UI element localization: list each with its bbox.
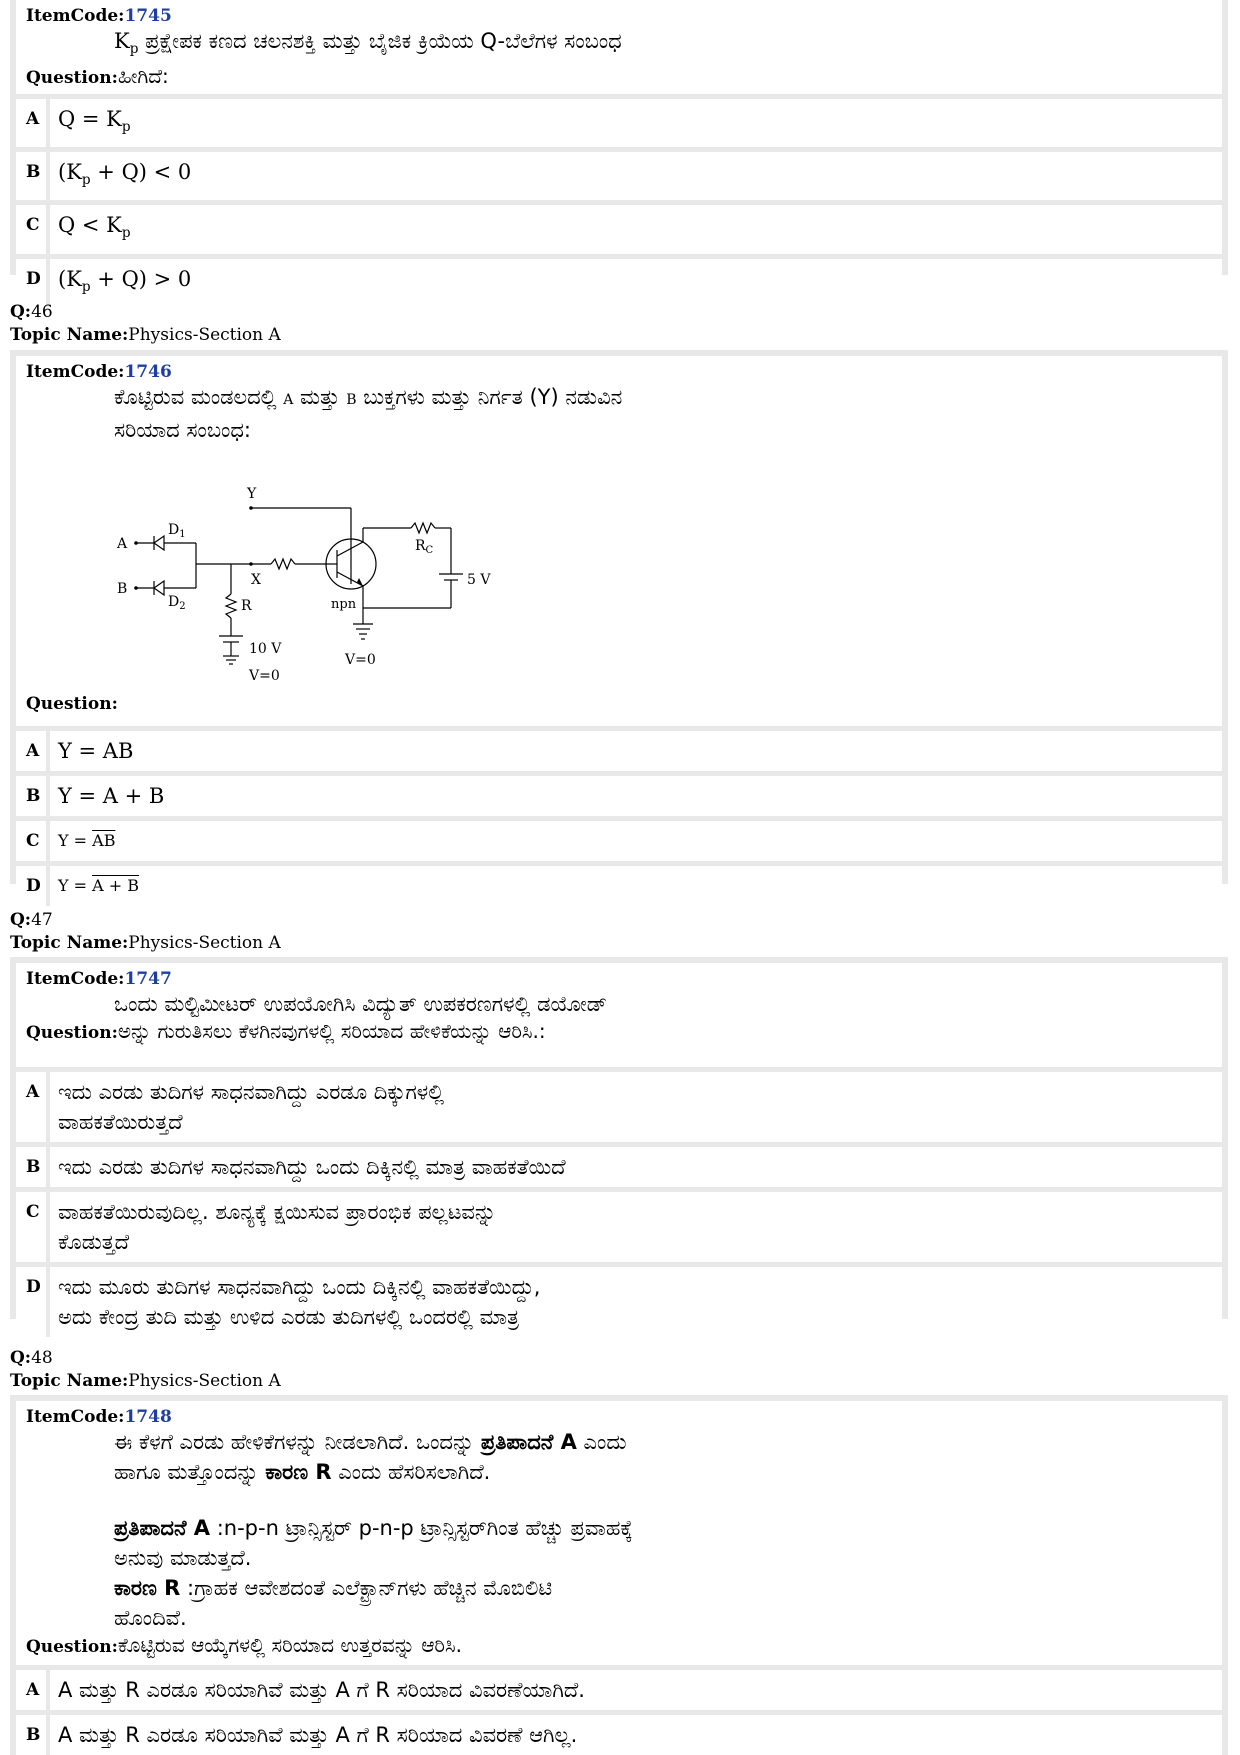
- circuit-diagram: [111, 484, 571, 714]
- question-text: ಕೊಟ್ಟಿರುವ ಆಯ್ಕೆಗಳಲ್ಲಿ ಸರಿಯಾದ ಉತ್ತರವನ್ನು ಆರಿಸಿ.: [117, 1633, 462, 1657]
- option-a[interactable]: [16, 1670, 1222, 1710]
- item-code: ItemCode:1746: [26, 362, 172, 382]
- question-block-46: [10, 350, 1228, 896]
- option-text: $Q = K_p$: [46, 99, 1222, 147]
- item-code: ItemCode:1747: [26, 969, 172, 989]
- question-stem: [16, 963, 1222, 1067]
- item-code-value: 1748: [124, 1407, 172, 1427]
- option-c[interactable]: [16, 1192, 1222, 1262]
- option-letter: D: [26, 1277, 41, 1297]
- question-block-47: [10, 957, 1228, 1329]
- option-text: ಇದು ಎರಡು ತುದಿಗಳ ಸಾಧನವಾಗಿದ್ದು ಎರಡೂ ದಿಕ್ಕುಗಳಲ್ಲಿ ವಾಹಕತೆಯಿರುತ್ತದೆ: [46, 1072, 1222, 1142]
- label-y: Y: [247, 486, 257, 502]
- topic-name: Topic Name:Physics-Section A: [10, 325, 281, 345]
- option-letter: A: [26, 1680, 40, 1700]
- question-number: Q:48: [10, 1348, 53, 1368]
- item-code: ItemCode:1745: [26, 6, 172, 26]
- stem-text: ಕೊಟ್ಟಿರುವ ಮಂಡಲದಲ್ಲಿ A ಮತ್ತು B ಬುಕ್ತಗಳು ಮತ್ತು ನಿರ್ಗತ (Y) ನಡುವಿನ ಸರಿಯಾದ ಸಂಬಂಧ:: [114, 385, 623, 442]
- option-letter: A: [26, 1082, 40, 1102]
- label-a: A: [117, 536, 128, 552]
- question-stem: [16, 1401, 1222, 1665]
- item-code-value: 1747: [124, 969, 172, 989]
- option-text: Y = A + B: [46, 776, 1222, 816]
- option-letter: A: [26, 109, 40, 129]
- label-v0-right: V=0: [345, 652, 376, 668]
- option-b[interactable]: [16, 776, 1222, 816]
- label-b: B: [117, 581, 128, 597]
- option-letter: C: [26, 215, 40, 236]
- label-rc: $R_C$: [415, 538, 434, 556]
- option-letter: D: [26, 268, 41, 289]
- label-r: R: [241, 598, 252, 614]
- question-number: Q:47: [10, 910, 53, 930]
- stem-text: ಒಂದು ಮಲ್ಟಿಮೀಟರ್ ಉಪಯೋಗಿಸಿ ವಿದ್ಯುತ್ ಉಪಕರಣಗಳಲ್ಲಿ ಡಯೋಡ್: [114, 992, 607, 1016]
- option-letter: B: [26, 786, 41, 806]
- option-a[interactable]: [16, 99, 1222, 147]
- option-letter: B: [26, 162, 41, 183]
- option-text: Y = AB: [46, 731, 1222, 771]
- option-a[interactable]: [16, 1072, 1222, 1142]
- option-letter: C: [26, 1202, 40, 1222]
- option-c[interactable]: [16, 205, 1222, 253]
- option-letter: D: [26, 876, 41, 896]
- option-text: A ಮತ್ತು R ಎರಡೂ ಸರಿಯಾಗಿವೆ ಮತ್ತು A ಗೆ R ಸರಿಯಾದ ವಿವರಣೆ ಆಗಿಲ್ಲ.: [46, 1715, 1222, 1755]
- option-d[interactable]: [16, 259, 1222, 307]
- option-letter: A: [26, 741, 40, 761]
- option-text: $Y = \overline{AB}$: [46, 821, 1222, 861]
- option-d[interactable]: [16, 1267, 1222, 1337]
- option-a[interactable]: [16, 731, 1222, 771]
- option-text: ಇದು ಮೂರು ತುದಿಗಳ ಸಾಧನವಾಗಿದ್ದು ಒಂದು ದಿಕ್ಕಿನಲ್ಲಿ ವಾಹಕತೆಯಿದ್ದು, ಅದು ಕೇಂದ್ರ ತುದಿ ಮತ್ತು ಉಳಿದ ಎರಡು ತುದಿಗಳಲ್ಲಿ ಒಂದರಲ್ಲಿ ಮಾತ್ರ: [46, 1267, 1222, 1337]
- question-text: ಅನ್ನು ಗುರುತಿಸಲು ಕೆಳಗಿನವುಗಳಲ್ಲಿ ಸರಿಯಾದ ಹೇಳಿಕೆಯನ್ನು ಆರಿಸಿ.:: [117, 1019, 546, 1043]
- option-letter: B: [26, 1157, 41, 1177]
- question-label: Question:ಹೀಗಿದೆ:: [26, 64, 169, 89]
- topic-name: Topic Name:Physics-Section A: [10, 1371, 281, 1391]
- option-text: $Q < K_p$: [46, 205, 1222, 253]
- option-b[interactable]: [16, 1147, 1222, 1187]
- label-d2: $D_2$: [168, 594, 186, 612]
- option-b[interactable]: [16, 1715, 1222, 1755]
- question-stem: [16, 0, 1222, 94]
- question-stem: [16, 356, 1222, 726]
- question-label: Question:: [26, 694, 118, 714]
- question-label: Question:ಅನ್ನು ಗುರುತಿಸಲು ಕೆಳಗಿನವುಗಳಲ್ಲಿ ಸರಿಯಾದ ಹೇಳಿಕೆಯನ್ನು ಆರಿಸಿ.:: [26, 1019, 546, 1043]
- question-number: Q:46: [10, 302, 53, 322]
- option-text: ಇದು ಎರಡು ತುದಿಗಳ ಸಾಧನವಾಗಿದ್ದು ಒಂದು ದಿಕ್ಕಿನಲ್ಲಿ ಮಾತ್ರ ವಾಹಕತೆಯಿದೆ: [46, 1147, 1222, 1187]
- option-d[interactable]: [16, 866, 1222, 906]
- option-letter: B: [26, 1725, 41, 1745]
- question-block-45: [10, 0, 1228, 295]
- option-b[interactable]: [16, 152, 1222, 200]
- topic-name: Topic Name:Physics-Section A: [10, 933, 281, 953]
- option-text: ವಾಹಕತೆಯಿರುವುದಿಲ್ಲ. ಶೂನ್ಯಕ್ಕೆ ಕ್ಷಯಿಸುವ ಪ್ರಾರಂಭಿಕ ಪಲ್ಲಟವನ್ನು ಕೊಡುತ್ತದೆ: [46, 1192, 1222, 1262]
- label-v0-left: V=0: [249, 668, 280, 684]
- question-label: Question:ಕೊಟ್ಟಿರುವ ಆಯ್ಕೆಗಳಲ್ಲಿ ಸರಿಯಾದ ಉತ್ತರವನ್ನು ಆರಿಸಿ.: [26, 1633, 462, 1657]
- option-text: $(K_p + Q) > 0$: [46, 259, 1222, 307]
- question-block-48: [10, 1395, 1228, 1755]
- stem-text: ಈ ಕೆಳಗೆ ಎರಡು ಹೇಳಿಕೆಗಳನ್ನು ನೀಡಲಾಗಿದೆ. ಒಂದನ್ನು ಪ್ರತಿಪಾದನೆ A ಎಂದು ಹಾಗೂ ಮತ್ತೊಂದನ್ನು ಕಾರಣ R ಎಂದು ಹೆಸರಿಸಲಾಗಿದೆ. ಪ್ರತಿಪಾದನೆ A :n-p-n ಟ್ರಾನ್ಸಿಸ್ಟರ್ p-n-p ಟ್ರಾನ್ಸಿಸ್ಟರ್‌ಗಿಂತ ಹೆಚ್ಚು ಪ್ರವಾಹಕ್ಕೆ ಅನುವು ಮಾಡುತ್ತದೆ. ಕಾರಣ R :ಗ್ರಾಹಕ ಆವೇಶದಂತೆ ಎಲೆಕ್ಟ್ರಾನ್‌ಗಳು ಹೆಚ್ಚಿನ ಮೊಬಿಲಿಟಿ ಹೊಂದಿವೆ.: [114, 1430, 633, 1630]
- option-c[interactable]: [16, 821, 1222, 861]
- label-npn: npn: [331, 597, 357, 612]
- question-text: ಹೀಗಿದೆ:: [117, 64, 169, 89]
- label-d1: $D_1$: [168, 522, 186, 540]
- option-text: Y = A + B: [46, 866, 1222, 906]
- option-text: $(K_p + Q) < 0$: [46, 152, 1222, 200]
- option-text: A ಮತ್ತು R ಎರಡೂ ಸರಿಯಾಗಿವೆ ಮತ್ತು A ಗೆ R ಸರಿಯಾದ ವಿವರಣೆಯಾಗಿದೆ.: [46, 1670, 1222, 1710]
- label-x: X: [251, 572, 261, 588]
- item-code-value: 1746: [124, 362, 172, 382]
- label-5v: 5 V: [467, 572, 491, 588]
- stem-text: $K_p$ ಪ್ರಕ್ಷೇಪಕ ಕಣದ ಚಲನಶಕ್ತಿ ಮತ್ತು ಬೈಜಿಕ ಕ್ರಿಯೆಯ Q-ಬೆಲೆಗಳ ಸಂಬಂಧ: [114, 29, 622, 58]
- option-letter: C: [26, 831, 40, 851]
- label-10v: 10 V: [249, 641, 282, 657]
- item-code: ItemCode:1748: [26, 1407, 172, 1427]
- item-code-value: 1745: [124, 6, 172, 26]
